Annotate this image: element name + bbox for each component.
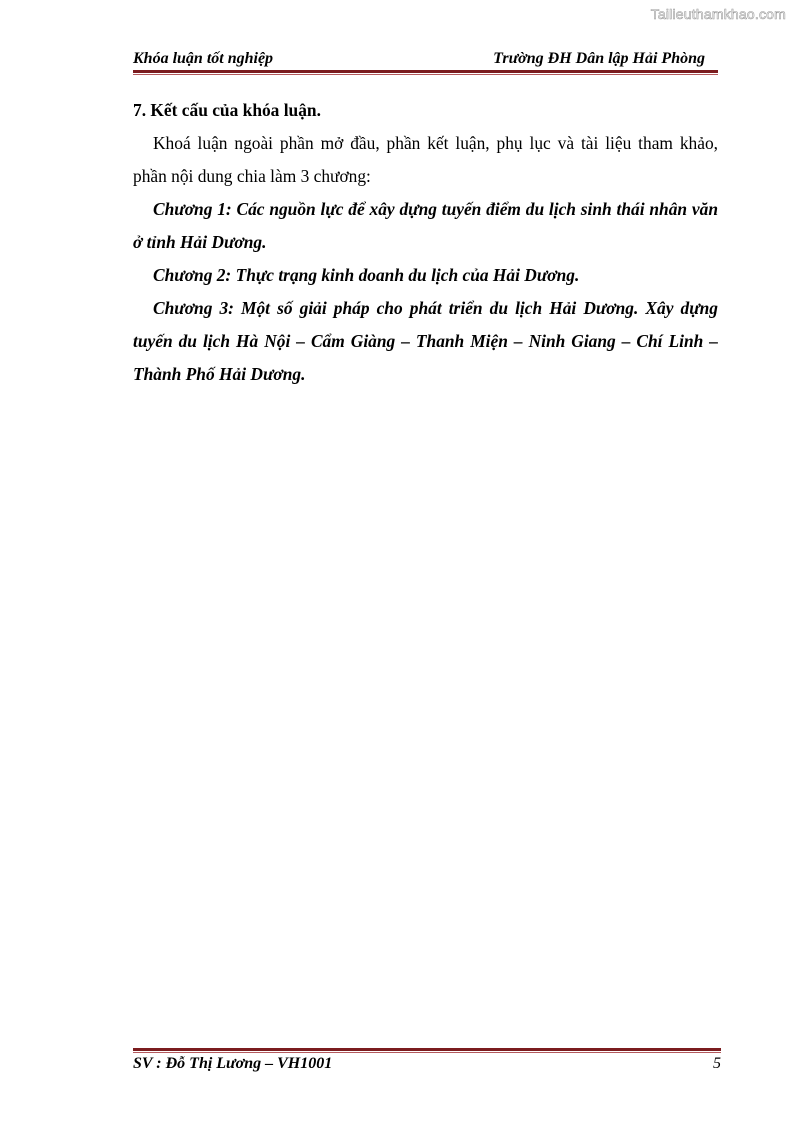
footer-divider-thin-line bbox=[133, 1052, 721, 1053]
intro-paragraph: Khoá luận ngoài phần mở đầu, phần kết luận, phụ lục và tài liệu tham khảo, phần nội dung chia làm 3 chương: bbox=[133, 133, 718, 186]
footer-divider-thick-line bbox=[133, 1048, 721, 1051]
page-content bbox=[133, 94, 718, 391]
chapter-1-line: Chương 1: Các nguồn lực để xây dựng tuyến điểm du lịch sinh thái nhân văn ở tỉnh Hải Dương. bbox=[133, 199, 718, 252]
footer-divider bbox=[133, 1048, 721, 1053]
section-heading: 7. Kết cấu của khóa luận. bbox=[133, 100, 321, 120]
footer-author: SV : Đỗ Thị Lương – VH1001 bbox=[133, 1055, 333, 1072]
chapter-2-line: Chương 2: Thực trạng kinh doanh du lịch của Hải Dương. bbox=[153, 265, 580, 285]
header-right-title: Trường ĐH Dân lập Hải Phòng bbox=[493, 50, 705, 67]
chapter-3-line: Chương 3: Một số giải pháp cho phát triển du lịch Hải Dương. Xây dựng tuyến du lịch Hà Nội – Cẩm Giàng – Thanh Miện – Ninh Giang – Chí Linh – Thành Phố Hải Dương. bbox=[133, 298, 718, 384]
header-divider-thin-line bbox=[133, 74, 718, 75]
header-left-title: Khóa luận tốt nghiệp bbox=[133, 50, 274, 67]
page-number: 5 bbox=[713, 1055, 721, 1072]
header-divider-thick-line bbox=[133, 70, 718, 73]
page-header bbox=[133, 48, 718, 70]
watermark-text: Tailieuthamkhao.com bbox=[650, 6, 786, 22]
header-divider bbox=[133, 70, 718, 75]
